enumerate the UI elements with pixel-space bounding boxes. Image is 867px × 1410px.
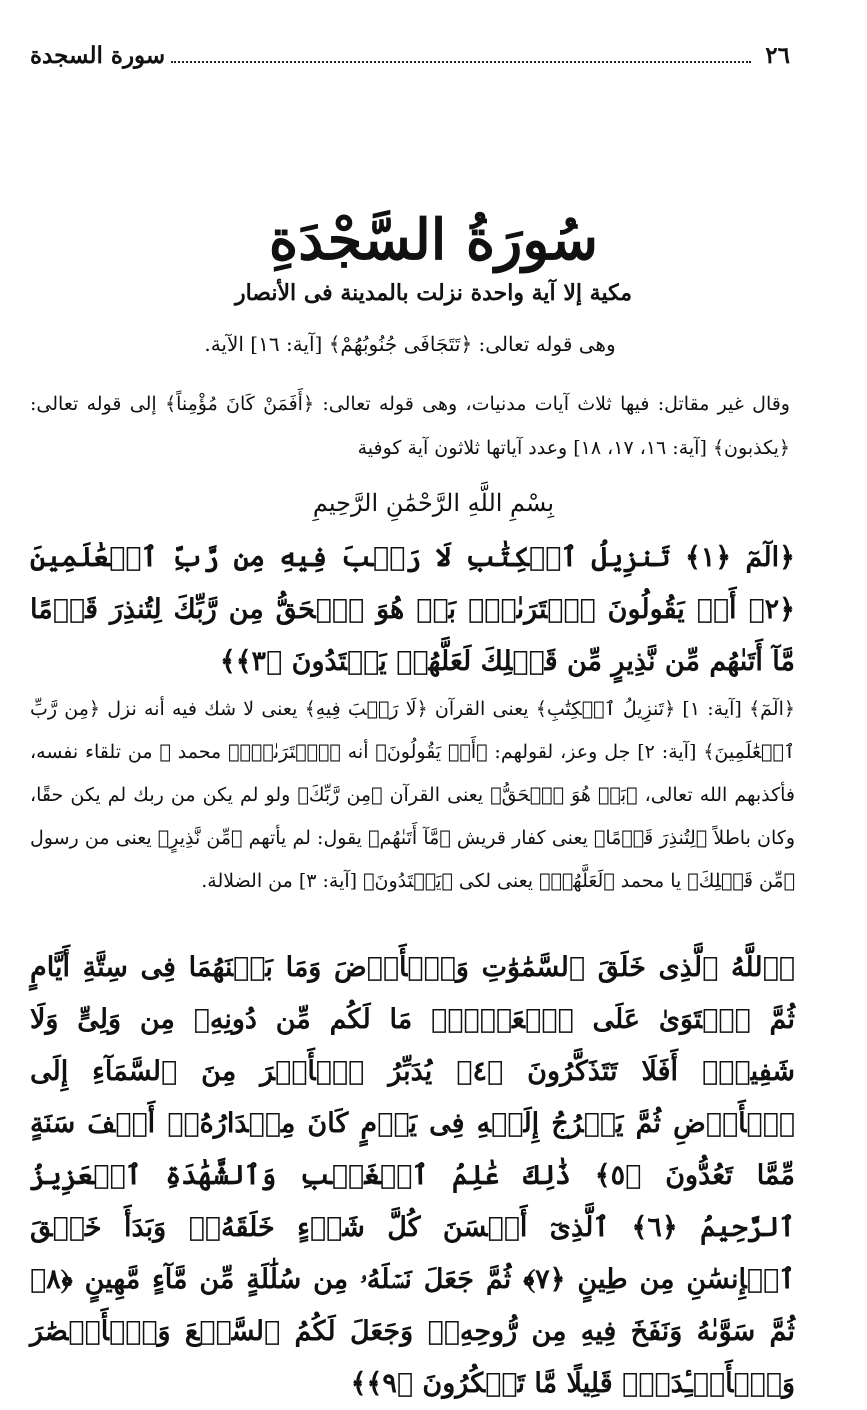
tafsir-paragraph: ﴿الٓمٓ﴾ [آية: ١] ﴿تَنزِيلُ ٱلۡكِتَٰبِ﴾ يعنى القرآن ﴿لَا رَيۡبَ فِيهِ﴾ يعنى لا شك فيه أنه نزل ﴿مِن رَّبِّ ٱلۡعَٰلَمِينَ﴾ [آية: ٢] جل وعز، لقولهم: ﴿أَمۡ يَقُولُونَ﴾ أنه ﴿ٱفۡتَرَىٰهُۚ﴾ محمد ﷺ من تلقاء نفسه، فأكذبهم الله تعالى، ﴿بَلۡ هُوَ ٱلۡحَقُّ﴾ يعنى القرآن ﴿مِن رَّبِّكَ﴾ ولو لم يكن من ربك لم يكن حقًا، وكان باطلاً ﴿لِتُنذِرَ قَوۡمًا﴾ يعنى كفار قريش ﴿مَّآ أَتَىٰهُم﴾ يقول: لم يأتهم ﴿مِّن نَّذِيرٍ﴾ يعنى من رسول ﴿مِّن قَبۡلِكَ﴾ يا محمد ﴿لَعَلَّهُمۡ﴾ يعنى لكى ﴿يَهۡتَدُونَ﴾ [آية: ٣] من الضلالة. — [30, 698, 795, 892]
surah-title: سُورَةُ السَّجْدَةِ — [268, 207, 599, 273]
intro-line: وهى قوله تعالى: ﴿تَتَجَافَى جُنُوبُهُمْ﴾ [آية: ١٦] الآية. — [204, 332, 616, 356]
basmala: بِسْمِ اللَّهِ الرَّحْمَٰنِ الرَّحِيمِ — [312, 489, 555, 517]
quran-passage-2: ﴿ٱللَّهُ ٱلَّذِى خَلَقَ ٱلسَّمَٰوَٰتِ وَٱلۡأَرۡضَ وَمَا بَيۡنَهُمَا فِى سِتَّةِ أَيَّامٍ ثُمَّ ٱسۡتَوَىٰ عَلَى ٱلۡعَرۡشِۖ مَا لَكُم مِّن دُونِهِۦ مِن وَلِىٍّ وَلَا شَفِيعٍۚ أَفَلَا تَتَذَكَّرُونَ ﴿٤﴾ يُدَبِّرُ ٱلۡأَمۡرَ مِنَ ٱلسَّمَآءِ إِلَى ٱلۡأَرۡضِ ثُمَّ يَعۡرُجُ إِلَيۡهِ فِى يَوۡمٍ كَانَ مِقۡدَارُهُۥٓ أَلۡفَ سَنَةٍ مِّمَّا تَعُدُّونَ ﴿٥﴾ ذَٰلِكَ عَٰلِمُ ٱلۡغَيۡبِ وَٱلشَّهَٰدَةِ ٱلۡعَزِيزُ ٱلرَّحِيمُ ﴿٦﴾ ٱلَّذِىٓ أَحۡسَنَ كُلَّ شَىۡءٍ خَلَقَهُۥۖ وَبَدَأَ خَلۡقَ ٱلۡإِنسَٰنِ مِن طِينٍ ﴿٧﴾ ثُمَّ جَعَلَ نَسۡلَهُۥ مِن سُلَٰلَةٍ مِّن مَّآءٍ مَّهِينٍ ﴿٨﴾ ثُمَّ سَوَّىٰهُ وَنَفَخَ فِيهِ مِن رُّوحِهِۦۖ وَجَعَلَ لَكُمُ ٱلسَّمۡعَ وَٱلۡأَبۡصَٰرَ وَٱلۡأَفۡـِٔدَةَۚ قَلِيلًا مَّا تَشۡكُرُونَ ﴿٩﴾﴾ — [30, 952, 796, 1399]
surah-subtitle: مكية إلا آية واحدة نزلت بالمدينة فى الأنصار — [234, 280, 633, 306]
running-header — [30, 42, 790, 76]
header-dot-leader — [171, 61, 751, 63]
page-number: ٢٦ — [765, 42, 790, 69]
quran-passage-1: ﴿الٓمٓ ﴿١﴾ تَنزِيلُ ٱلۡكِتَٰبِ لَا رَيۡبَ فِيهِ مِن رَّبِّ ٱلۡعَٰلَمِينَ ﴿٢﴾ أَمۡ يَقُولُونَ ٱفۡتَرَىٰهُۚ بَلۡ هُوَ ٱلۡحَقُّ مِن رَّبِّكَ لِتُنذِرَ قَوۡمًا مَّآ أَتَىٰهُم مِّن نَّذِيرٍ مِّن قَبۡلِكَ لَعَلَّهُمۡ يَهۡتَدُونَ ﴿٣﴾﴾ — [30, 542, 795, 677]
intro-paragraph: وقال غير مقاتل: فيها ثلاث آيات مدنيات، وهى قوله تعالى: ﴿أَفَمَنْ كَانَ مُؤْمِناً﴾ إلى قوله تعالى: ﴿يكذبون﴾ [آية: ١٦، ١٧، ١٨] وعدد آياتها ثلاثون آية كوفية — [30, 393, 790, 459]
running-header-title: سورة السجدة — [30, 42, 166, 69]
